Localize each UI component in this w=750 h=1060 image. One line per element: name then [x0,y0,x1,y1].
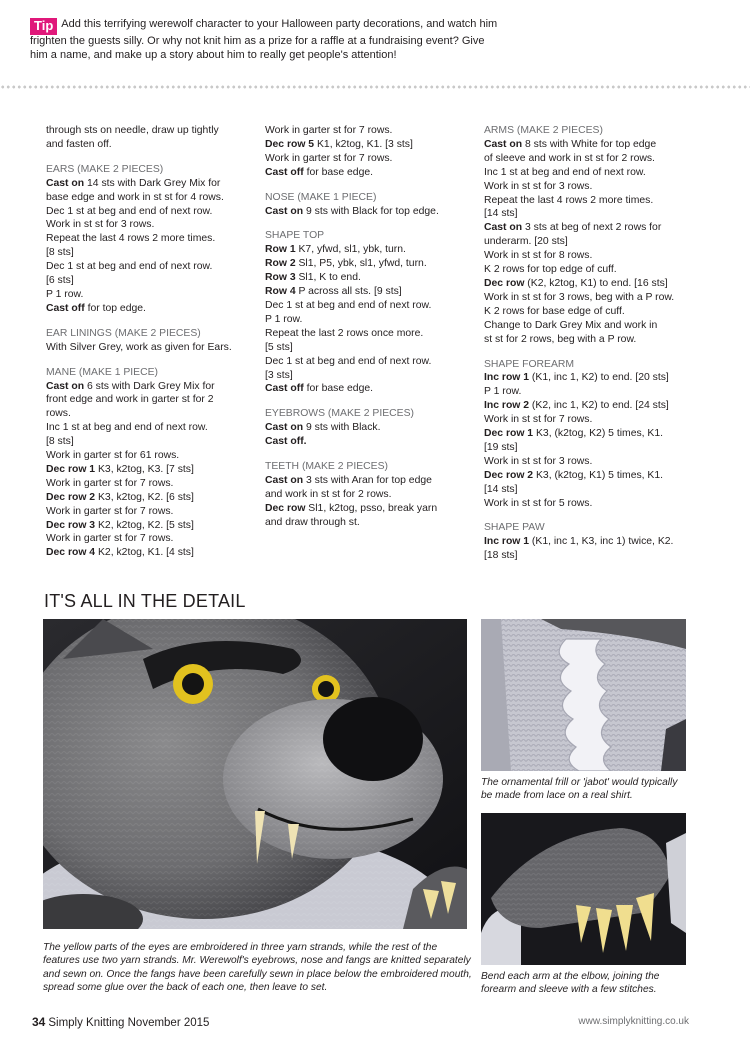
instruction-text: Work in st st for 8 rows. [484,250,593,262]
instruction-line [484,277,689,291]
instruction-line [265,205,470,219]
instruction-line [46,138,251,152]
instruction-line [265,313,470,327]
instruction-text: 9 sts with Black for top edge. [303,205,439,217]
instruction-line [46,519,251,533]
instruction-text: SHAPE TOP [265,230,325,242]
shirt-frill-photo [481,619,686,771]
instruction-line [46,288,251,302]
instruction-text: K 2 rows for base edge of cuff. [484,305,625,317]
instruction-line [265,474,470,488]
instruction-text: EARS (MAKE 2 PIECES) [46,163,164,175]
instruction-line [46,124,251,138]
instruction-line [265,124,470,138]
instruction-line [484,207,689,221]
instruction-keyword: Cast off [46,302,85,314]
spacer [484,347,689,358]
instruction-text: K3, (k2tog, K1) 5 times, K1. [533,469,664,481]
instruction-text: K3, (k2tog, K2) 5 times, K1. [533,428,664,440]
pattern-column-1 [46,124,251,560]
instruction-text: Work in garter st for 7 rows. [265,152,393,164]
instruction-line [46,218,251,232]
instruction-text: Dec 1 st at beg and end of next row. [46,261,213,273]
instruction-keyword: Dec row [484,277,525,289]
instruction-line [46,532,251,546]
instruction-keyword: Row 3 [265,272,296,284]
instruction-keyword: Dec row 3 [46,519,96,531]
instruction-keyword: Dec row 1 [46,463,96,475]
instruction-keyword: Cast on [265,422,304,434]
spacer [265,218,470,229]
instruction-text: for base edge. [303,166,374,178]
instruction-line [46,205,251,219]
instruction-keyword: Dec row 4 [46,547,96,559]
instruction-line [484,291,689,305]
instruction-text: Dec 1 st at beg and end of next row. [46,205,213,217]
instruction-text: P 1 row. [484,386,522,398]
instruction-keyword: Row 4 [265,286,296,298]
section-heading [265,407,470,421]
instruction-line [484,249,689,263]
instruction-text: (K2, k2tog, K1) to end. [16 sts] [524,277,668,289]
spacer [46,152,251,163]
instruction-line [484,152,689,166]
instruction-text: ARMS (MAKE 2 PIECES) [484,125,603,136]
instruction-text: [3 sts] [265,369,293,381]
spacer [46,316,251,327]
instruction-text: and fasten off. [46,138,112,150]
paw-claws-photo [481,813,686,965]
instruction-line [265,369,470,383]
instruction-text: Sl1, K to end. [295,272,361,284]
instruction-line [484,549,689,563]
instruction-text: Repeat the last 4 rows 2 more times. [46,233,216,245]
instruction-text: Work in garter st for 7 rows. [46,477,174,489]
instruction-line [484,166,689,180]
instruction-line [265,327,470,341]
instruction-keyword: Cast on [484,138,523,150]
publication-name: Simply Knitting November 2015 [48,1017,210,1029]
instruction-line [46,435,251,449]
instruction-line [265,488,470,502]
instruction-line [484,235,689,249]
tip-box [30,18,500,62]
instruction-line [46,546,251,560]
instruction-keyword: Dec row 2 [46,491,96,503]
instruction-text: NOSE (MAKE 1 PIECE) [265,191,377,203]
instruction-text: K1, k2tog, K1. [3 sts] [314,138,413,150]
instruction-text: K2, k2tog, K1. [4 sts] [95,547,194,559]
section-heading [265,229,470,243]
instruction-line [265,421,470,435]
instruction-line [484,413,689,427]
instruction-text: Dec 1 st at beg and end of next row. [265,355,432,367]
instruction-text: Repeat the last 2 rows once more. [265,327,424,339]
instruction-text: With Silver Grey, work as given for Ears. [46,341,232,353]
instruction-text: Work in st st for 3 rows. [484,455,593,467]
instruction-text: and work in st st for 2 rows. [265,488,392,500]
instruction-text: of sleeve and work in st st for 2 rows. [484,152,655,164]
instruction-text: P 1 row. [265,313,303,325]
section-heading [265,460,470,474]
instruction-keyword: Dec row [265,502,306,514]
instruction-keyword: Cast on [265,474,304,486]
dotted-divider [0,85,750,89]
spacer [484,510,689,521]
instruction-text: SHAPE PAW [484,522,545,534]
instruction-line [46,232,251,246]
instruction-line [484,263,689,277]
instruction-text: SHAPE FOREARM [484,358,575,370]
section-heading [484,124,689,138]
section-heading [46,366,251,380]
instruction-keyword: Inc row 2 [484,400,530,412]
detail-section-title: IT'S ALL IN THE DETAIL [44,591,246,611]
instruction-line [46,407,251,421]
instruction-line [484,333,689,347]
instruction-text: [8 sts] [46,436,74,448]
instruction-text: for base edge. [303,383,374,395]
instruction-line [484,180,689,194]
instruction-line [484,483,689,497]
instruction-line [484,441,689,455]
instruction-line [265,138,470,152]
pattern-column-3 [484,124,689,563]
instruction-line [484,194,689,208]
instruction-keyword: Cast on [46,177,85,189]
instruction-line [265,355,470,369]
instruction-line [265,341,470,355]
instruction-line [46,505,251,519]
instruction-line [484,535,689,549]
instruction-text: MANE (MAKE 1 PIECE) [46,366,159,378]
instruction-keyword: Row 1 [265,244,296,256]
instruction-text: (K1, inc 1, K3, inc 1) twice, K2. [529,536,674,548]
instruction-text: Work in garter st for 7 rows. [46,505,174,517]
instruction-line [484,138,689,152]
instruction-text: [18 sts] [484,550,518,562]
section-heading [46,163,251,177]
instruction-text: Work in st st for 3 rows, beg with a P row. [484,291,675,303]
instruction-text: (K1, inc 1, K2) to end. [20 sts] [529,372,669,384]
spacer [265,396,470,407]
instruction-line [484,305,689,319]
instruction-line [46,302,251,316]
instruction-text: Work in st st for 3 rows. [484,180,593,192]
instruction-text: Dec 1 st at beg and end of next row. [265,299,432,311]
instruction-text: K 2 rows for top edge of cuff. [484,264,617,276]
instruction-line [265,285,470,299]
section-heading [265,191,470,205]
instruction-keyword: Dec row 2 [484,469,534,481]
instruction-line [46,341,251,355]
instruction-line [484,427,689,441]
instruction-keyword: Cast off [265,166,304,178]
tip-text: Add this terrifying werewolf character to your Halloween party decorations, and watch him frighten the guests silly. Or why not knit him as a prize for a raffle at a fundraising event? Give him a name, and make up a story about him to really get people's attention! [30,18,498,61]
instruction-text: and draw through st. [265,516,360,528]
instruction-line [265,152,470,166]
instruction-line [46,449,251,463]
instruction-line [265,166,470,180]
instruction-text: 8 sts with White for top edge [522,138,657,150]
instruction-text: Change to Dark Grey Mix and work in [484,319,658,331]
instruction-line [46,260,251,274]
instruction-text: through sts on needle, draw up tightly [46,125,219,136]
instruction-text: [14 sts] [484,208,518,220]
instruction-text: front edge and work in garter st for 2 [46,394,214,406]
instruction-keyword: Cast on [484,222,523,234]
instruction-text: Work in garter st for 7 rows. [265,125,393,136]
instruction-text: EAR LININGS (MAKE 2 PIECES) [46,327,201,339]
instruction-text: 3 sts with Aran for top edge [303,474,432,486]
instruction-line [484,497,689,511]
instruction-keyword: Inc row 1 [484,372,530,384]
instruction-line [484,385,689,399]
instruction-text: K3, k2tog, K3. [7 sts] [95,463,194,475]
instruction-text: Sl1, P5, ybk, sl1, yfwd, turn. [295,258,427,270]
instruction-line [46,191,251,205]
frill-caption: The ornamental frill or 'jabot' would typically be made from lace on a real shirt. [481,777,678,802]
instruction-text: Inc 1 st at beg and end of next row. [484,166,646,178]
instruction-text: Work in garter st for 7 rows. [46,533,174,545]
instruction-line [265,257,470,271]
instruction-line [46,463,251,477]
footer-website: www.simplyknitting.co.uk [578,1016,689,1027]
instruction-text: [8 sts] [46,247,74,259]
instruction-text: [6 sts] [46,275,74,287]
instruction-text: (K2, inc 1, K2) to end. [24 sts] [529,400,669,412]
instruction-text: K7, yfwd, sl1, ybk, turn. [295,244,406,256]
main-photo-caption: The yellow parts of the eyes are embroidered in three yarn strands, while the rest of the features use two yarn strands. Mr. Werewolf's eyebrows, nose and fangs are knitted separately and sewn on. Once the fangs have been carefully sewn in place below the embroidered mouth, spread some glue over the back of each one, then leave to set. [43,942,472,993]
instruction-text: st st for 2 rows, beg with a P row. [484,333,637,345]
instruction-keyword: Cast on [265,205,304,217]
instruction-text: underarm. [20 sts] [484,236,568,248]
instruction-line [484,371,689,385]
instruction-keyword: Dec row 1 [484,428,534,440]
instruction-line [46,421,251,435]
instruction-text: rows. [46,408,71,420]
instruction-line [265,435,470,449]
instruction-line [265,299,470,313]
instruction-line [484,469,689,483]
tip-badge: Tip [30,18,57,35]
instruction-text: [5 sts] [265,341,293,353]
instruction-keyword: Inc row 1 [484,536,530,548]
instruction-line [265,502,470,516]
instruction-text: P across all sts. [9 sts] [295,286,402,298]
spacer [265,180,470,191]
instruction-keyword: Cast on [46,380,85,392]
instruction-text: [14 sts] [484,483,518,495]
instruction-line [46,477,251,491]
instruction-line [484,455,689,469]
instruction-text: TEETH (MAKE 2 PIECES) [265,461,388,473]
instruction-text: P 1 row. [46,288,84,300]
section-heading [484,358,689,372]
instruction-text: K3, k2tog, K2. [6 sts] [95,491,194,503]
instruction-text: Work in st st for 3 rows. [46,219,155,231]
instruction-text: K2, k2tog, K2. [5 sts] [95,519,194,531]
instruction-text: Work in st st for 7 rows. [484,414,593,426]
werewolf-face-photo [43,619,467,929]
instruction-keyword: Dec row 5 [265,138,315,150]
instruction-text: Repeat the last 4 rows 2 more times. [484,194,654,206]
instruction-text: Sl1, k2tog, psso, break yarn [305,502,438,514]
instruction-text: 3 sts at beg of next 2 rows for [522,222,662,234]
instruction-text: base edge and work in st st for 4 rows. [46,191,224,203]
instruction-line [46,491,251,505]
paw-caption: Bend each arm at the elbow, joining the forearm and sleeve with a few stitches. [481,971,660,996]
page-number: 34 [32,1015,46,1029]
instruction-text: Inc 1 st at beg and end of next row. [46,422,208,434]
instruction-text: [19 sts] [484,441,518,453]
instruction-line [46,393,251,407]
instruction-line [46,380,251,394]
instruction-line [265,271,470,285]
instruction-line [265,516,470,530]
section-heading [46,327,251,341]
instruction-line [484,399,689,413]
spacer [46,355,251,366]
footer-page-info [32,1015,209,1029]
instruction-keyword: Cast off [265,383,304,395]
instruction-text: Work in garter st for 61 rows. [46,450,180,462]
pattern-column-2 [265,124,470,530]
spacer [265,449,470,460]
instruction-line [265,382,470,396]
instruction-keyword: Row 2 [265,258,296,270]
instruction-text: EYEBROWS (MAKE 2 PIECES) [265,408,414,420]
section-heading [484,521,689,535]
instruction-keyword: Cast off. [265,436,307,448]
instruction-text: 9 sts with Black. [303,422,381,434]
instruction-text: 14 sts with Dark Grey Mix for [84,177,221,189]
instruction-line [484,319,689,333]
instruction-text: 6 sts with Dark Grey Mix for [84,380,215,392]
instruction-text: for top edge. [84,302,146,314]
instruction-text: Work in st st for 5 rows. [484,497,593,509]
instruction-line [484,221,689,235]
instruction-line [46,274,251,288]
instruction-line [46,177,251,191]
instruction-line [265,243,470,257]
instruction-line [46,246,251,260]
